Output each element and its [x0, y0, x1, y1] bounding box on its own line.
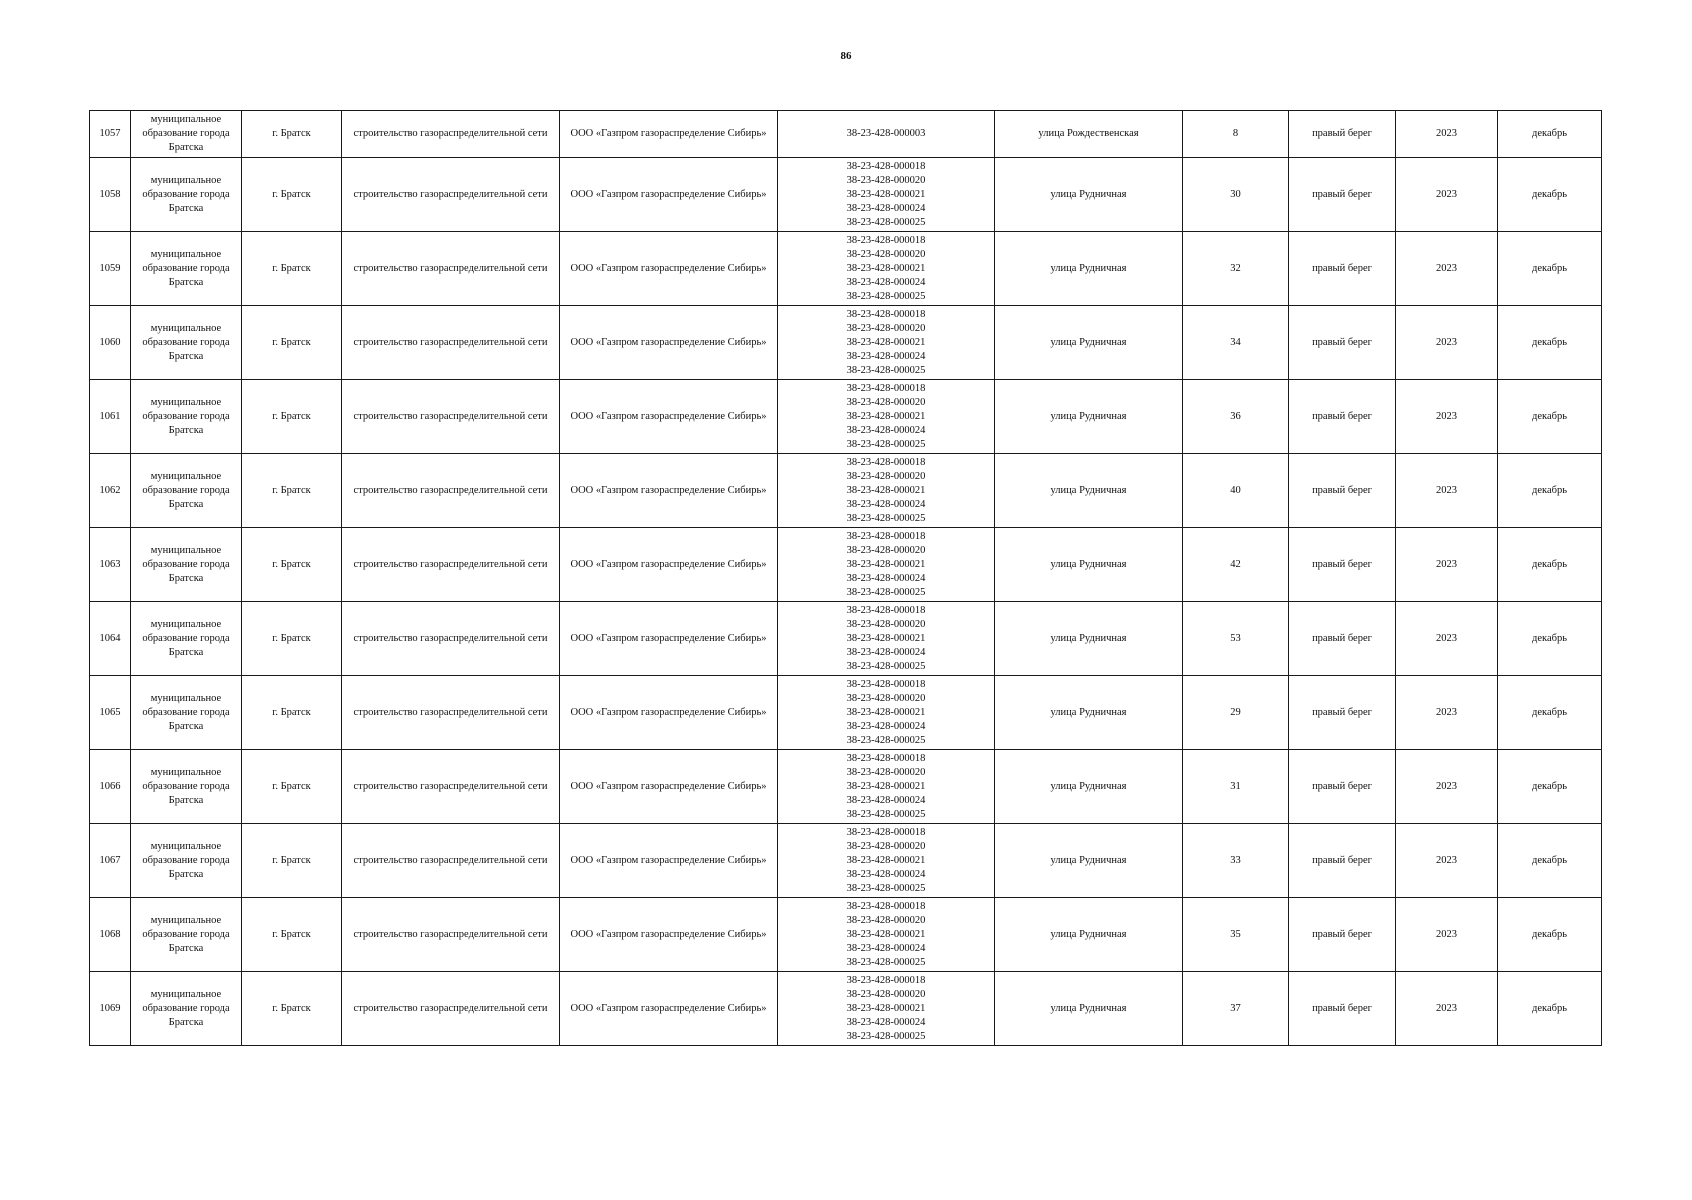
cadastral-number: 38-23-428-000024	[846, 868, 926, 880]
works-type-cell: строительство газораспределительной сети	[342, 824, 560, 898]
cadastral-number: 38-23-428-000024	[846, 202, 926, 214]
cadastral-number: 38-23-428-000021	[846, 928, 926, 940]
settlement-cell: г. Братск	[242, 972, 342, 1046]
registry-table	[89, 110, 1602, 1046]
settlement-cell: г. Братск	[242, 898, 342, 972]
cadastral-number: 38-23-428-000021	[846, 336, 926, 348]
cadastral-number: 38-23-428-000024	[846, 424, 926, 436]
district-cell: правый берег	[1289, 898, 1396, 972]
cadastral-number: 38-23-428-000021	[846, 632, 926, 644]
municipality-cell: муниципальное образование города Братска	[131, 898, 242, 972]
district-cell: правый берег	[1289, 306, 1396, 380]
table-row	[90, 306, 1602, 380]
cadastral-cell	[778, 898, 995, 972]
settlement-cell: г. Братск	[242, 750, 342, 824]
works-type-cell: строительство газораспределительной сети	[342, 158, 560, 232]
operator-cell: ООО «Газпром газораспределение Сибирь»	[560, 750, 778, 824]
cadastral-number: 38-23-428-000024	[846, 646, 926, 658]
cadastral-cell	[778, 306, 995, 380]
operator-cell: ООО «Газпром газораспределение Сибирь»	[560, 972, 778, 1046]
street-cell: улица Рудничная	[995, 158, 1183, 232]
month-cell: декабрь	[1498, 158, 1602, 232]
cadastral-number: 38-23-428-000021	[846, 188, 926, 200]
table-row	[90, 158, 1602, 232]
table-row	[90, 898, 1602, 972]
settlement-cell: г. Братск	[242, 528, 342, 602]
month-cell: декабрь	[1498, 602, 1602, 676]
table-row	[90, 676, 1602, 750]
district-cell: правый берег	[1289, 528, 1396, 602]
year-cell: 2023	[1396, 158, 1498, 232]
house-number-cell: 31	[1183, 750, 1289, 824]
cadastral-number: 38-23-428-000025	[846, 512, 926, 524]
district-cell: правый берег	[1289, 380, 1396, 454]
cadastral-number: 38-23-428-000020	[846, 914, 926, 926]
cadastral-cell	[778, 824, 995, 898]
settlement-cell: г. Братск	[242, 158, 342, 232]
cadastral-number: 38-23-428-000003	[846, 128, 926, 139]
row-number-cell: 1068	[90, 898, 131, 972]
cadastral-number: 38-23-428-000018	[846, 308, 926, 320]
cadastral-number: 38-23-428-000018	[846, 900, 926, 912]
operator-cell: ООО «Газпром газораспределение Сибирь»	[560, 824, 778, 898]
municipality-cell: муниципальное образование города Братска	[131, 824, 242, 898]
cadastral-number: 38-23-428-000020	[846, 544, 926, 556]
district-cell: правый берег	[1289, 158, 1396, 232]
table-row	[90, 972, 1602, 1046]
house-number-cell: 42	[1183, 528, 1289, 602]
house-number-cell: 40	[1183, 454, 1289, 528]
month-cell: декабрь	[1498, 898, 1602, 972]
works-type-cell: строительство газораспределительной сети	[342, 750, 560, 824]
table-row	[90, 232, 1602, 306]
cadastral-cell	[778, 454, 995, 528]
works-type-cell: строительство газораспределительной сети	[342, 528, 560, 602]
month-cell: декабрь	[1498, 111, 1602, 158]
year-cell: 2023	[1396, 380, 1498, 454]
cadastral-number: 38-23-428-000025	[846, 660, 926, 672]
cadastral-number: 38-23-428-000025	[846, 956, 926, 968]
cadastral-number: 38-23-428-000021	[846, 558, 926, 570]
year-cell: 2023	[1396, 111, 1498, 158]
cadastral-cell	[778, 232, 995, 306]
cadastral-number: 38-23-428-000021	[846, 484, 926, 496]
cadastral-number: 38-23-428-000020	[846, 248, 926, 260]
table-row	[90, 824, 1602, 898]
table-row	[90, 602, 1602, 676]
month-cell: декабрь	[1498, 380, 1602, 454]
month-cell: декабрь	[1498, 232, 1602, 306]
district-cell: правый берег	[1289, 824, 1396, 898]
works-type-cell: строительство газораспределительной сети	[342, 111, 560, 158]
row-number-cell: 1064	[90, 602, 131, 676]
cadastral-number: 38-23-428-000024	[846, 720, 926, 732]
settlement-cell: г. Братск	[242, 232, 342, 306]
cadastral-number: 38-23-428-000021	[846, 780, 926, 792]
row-number-cell: 1066	[90, 750, 131, 824]
row-number-cell: 1063	[90, 528, 131, 602]
row-number-cell: 1057	[90, 111, 131, 158]
settlement-cell: г. Братск	[242, 111, 342, 158]
operator-cell: ООО «Газпром газораспределение Сибирь»	[560, 232, 778, 306]
cadastral-number: 38-23-428-000025	[846, 882, 926, 894]
operator-cell: ООО «Газпром газораспределение Сибирь»	[560, 676, 778, 750]
municipality-cell: муниципальное образование города Братска	[131, 676, 242, 750]
cadastral-number: 38-23-428-000018	[846, 604, 926, 616]
row-number-cell: 1067	[90, 824, 131, 898]
month-cell: декабрь	[1498, 824, 1602, 898]
cadastral-cell	[778, 528, 995, 602]
operator-cell: ООО «Газпром газораспределение Сибирь»	[560, 528, 778, 602]
district-cell: правый берег	[1289, 111, 1396, 158]
cadastral-number: 38-23-428-000018	[846, 160, 926, 172]
operator-cell: ООО «Газпром газораспределение Сибирь»	[560, 306, 778, 380]
cadastral-cell	[778, 111, 995, 158]
row-number-cell: 1061	[90, 380, 131, 454]
row-number-cell: 1065	[90, 676, 131, 750]
street-cell: улица Рудничная	[995, 824, 1183, 898]
cadastral-number: 38-23-428-000024	[846, 942, 926, 954]
street-cell: улица Рождественская	[995, 111, 1183, 158]
district-cell: правый берег	[1289, 232, 1396, 306]
cadastral-number: 38-23-428-000020	[846, 322, 926, 334]
cadastral-number: 38-23-428-000024	[846, 572, 926, 584]
cadastral-number: 38-23-428-000020	[846, 470, 926, 482]
house-number-cell: 29	[1183, 676, 1289, 750]
house-number-cell: 33	[1183, 824, 1289, 898]
house-number-cell: 34	[1183, 306, 1289, 380]
municipality-cell: муниципальное образование города Братска	[131, 111, 242, 158]
year-cell: 2023	[1396, 972, 1498, 1046]
street-cell: улица Рудничная	[995, 306, 1183, 380]
cadastral-number: 38-23-428-000024	[846, 498, 926, 510]
works-type-cell: строительство газораспределительной сети	[342, 602, 560, 676]
table-row	[90, 528, 1602, 602]
house-number-cell: 37	[1183, 972, 1289, 1046]
year-cell: 2023	[1396, 824, 1498, 898]
cadastral-number: 38-23-428-000018	[846, 456, 926, 468]
table-row	[90, 750, 1602, 824]
settlement-cell: г. Братск	[242, 380, 342, 454]
row-number-cell: 1062	[90, 454, 131, 528]
works-type-cell: строительство газораспределительной сети	[342, 898, 560, 972]
settlement-cell: г. Братск	[242, 454, 342, 528]
cadastral-number: 38-23-428-000018	[846, 752, 926, 764]
settlement-cell: г. Братск	[242, 824, 342, 898]
house-number-cell: 36	[1183, 380, 1289, 454]
row-number-cell: 1069	[90, 972, 131, 1046]
cadastral-number: 38-23-428-000020	[846, 396, 926, 408]
cadastral-number: 38-23-428-000024	[846, 1016, 926, 1028]
district-cell: правый берег	[1289, 750, 1396, 824]
month-cell: декабрь	[1498, 676, 1602, 750]
year-cell: 2023	[1396, 898, 1498, 972]
row-number-cell: 1059	[90, 232, 131, 306]
cadastral-number: 38-23-428-000025	[846, 216, 926, 228]
table-row	[90, 454, 1602, 528]
cadastral-number: 38-23-428-000025	[846, 734, 926, 746]
cadastral-cell	[778, 380, 995, 454]
house-number-cell: 30	[1183, 158, 1289, 232]
cadastral-number: 38-23-428-000021	[846, 706, 926, 718]
cadastral-number: 38-23-428-000025	[846, 290, 926, 302]
cadastral-number: 38-23-428-000025	[846, 586, 926, 598]
cadastral-number: 38-23-428-000020	[846, 840, 926, 852]
street-cell: улица Рудничная	[995, 454, 1183, 528]
district-cell: правый берег	[1289, 676, 1396, 750]
works-type-cell: строительство газораспределительной сети	[342, 380, 560, 454]
municipality-cell: муниципальное образование города Братска	[131, 306, 242, 380]
street-cell: улица Рудничная	[995, 528, 1183, 602]
cadastral-number: 38-23-428-000021	[846, 262, 926, 274]
street-cell: улица Рудничная	[995, 380, 1183, 454]
works-type-cell: строительство газораспределительной сети	[342, 232, 560, 306]
street-cell: улица Рудничная	[995, 676, 1183, 750]
operator-cell: ООО «Газпром газораспределение Сибирь»	[560, 602, 778, 676]
year-cell: 2023	[1396, 602, 1498, 676]
cadastral-cell	[778, 676, 995, 750]
house-number-cell: 35	[1183, 898, 1289, 972]
municipality-cell: муниципальное образование города Братска	[131, 232, 242, 306]
cadastral-number: 38-23-428-000025	[846, 364, 926, 376]
street-cell: улица Рудничная	[995, 602, 1183, 676]
row-number-cell: 1058	[90, 158, 131, 232]
works-type-cell: строительство газораспределительной сети	[342, 972, 560, 1046]
operator-cell: ООО «Газпром газораспределение Сибирь»	[560, 454, 778, 528]
year-cell: 2023	[1396, 454, 1498, 528]
settlement-cell: г. Братск	[242, 676, 342, 750]
month-cell: декабрь	[1498, 972, 1602, 1046]
year-cell: 2023	[1396, 676, 1498, 750]
cadastral-number: 38-23-428-000020	[846, 174, 926, 186]
district-cell: правый берег	[1289, 972, 1396, 1046]
cadastral-number: 38-23-428-000024	[846, 350, 926, 362]
month-cell: декабрь	[1498, 750, 1602, 824]
table-body	[90, 111, 1602, 1046]
street-cell: улица Рудничная	[995, 232, 1183, 306]
cadastral-number: 38-23-428-000018	[846, 974, 926, 986]
cadastral-number: 38-23-428-000018	[846, 382, 926, 394]
cadastral-number: 38-23-428-000020	[846, 692, 926, 704]
cadastral-number: 38-23-428-000018	[846, 678, 926, 690]
operator-cell: ООО «Газпром газораспределение Сибирь»	[560, 158, 778, 232]
cadastral-number: 38-23-428-000025	[846, 438, 926, 450]
cadastral-cell	[778, 750, 995, 824]
house-number-cell: 8	[1183, 111, 1289, 158]
page-number: 86	[840, 50, 852, 62]
cadastral-number: 38-23-428-000020	[846, 766, 926, 778]
works-type-cell: строительство газораспределительной сети	[342, 676, 560, 750]
works-type-cell: строительство газораспределительной сети	[342, 306, 560, 380]
street-cell: улица Рудничная	[995, 750, 1183, 824]
works-type-cell: строительство газораспределительной сети	[342, 454, 560, 528]
cadastral-number: 38-23-428-000025	[846, 808, 926, 820]
row-number-cell: 1060	[90, 306, 131, 380]
municipality-cell: муниципальное образование города Братска	[131, 380, 242, 454]
house-number-cell: 53	[1183, 602, 1289, 676]
cadastral-number: 38-23-428-000025	[846, 1030, 926, 1042]
settlement-cell: г. Братск	[242, 602, 342, 676]
settlement-cell: г. Братск	[242, 306, 342, 380]
operator-cell: ООО «Газпром газораспределение Сибирь»	[560, 111, 778, 158]
year-cell: 2023	[1396, 528, 1498, 602]
cadastral-cell	[778, 972, 995, 1046]
district-cell: правый берег	[1289, 454, 1396, 528]
cadastral-number: 38-23-428-000018	[846, 530, 926, 542]
house-number-cell: 32	[1183, 232, 1289, 306]
year-cell: 2023	[1396, 232, 1498, 306]
municipality-cell: муниципальное образование города Братска	[131, 158, 242, 232]
municipality-cell: муниципальное образование города Братска	[131, 602, 242, 676]
cadastral-number: 38-23-428-000020	[846, 618, 926, 630]
municipality-cell: муниципальное образование города Братска	[131, 528, 242, 602]
cadastral-number: 38-23-428-000018	[846, 234, 926, 246]
district-cell: правый берег	[1289, 602, 1396, 676]
cadastral-cell	[778, 602, 995, 676]
cadastral-number: 38-23-428-000024	[846, 794, 926, 806]
month-cell: декабрь	[1498, 306, 1602, 380]
month-cell: декабрь	[1498, 528, 1602, 602]
municipality-cell: муниципальное образование города Братска	[131, 750, 242, 824]
cadastral-number: 38-23-428-000021	[846, 1002, 926, 1014]
municipality-cell: муниципальное образование города Братска	[131, 454, 242, 528]
month-cell: декабрь	[1498, 454, 1602, 528]
cadastral-number: 38-23-428-000021	[846, 854, 926, 866]
operator-cell: ООО «Газпром газораспределение Сибирь»	[560, 898, 778, 972]
cadastral-number: 38-23-428-000024	[846, 276, 926, 288]
cadastral-number: 38-23-428-000020	[846, 988, 926, 1000]
table-row	[90, 380, 1602, 454]
street-cell: улица Рудничная	[995, 898, 1183, 972]
cadastral-number: 38-23-428-000021	[846, 410, 926, 422]
cadastral-number: 38-23-428-000018	[846, 826, 926, 838]
table-row	[90, 111, 1602, 158]
street-cell: улица Рудничная	[995, 972, 1183, 1046]
municipality-cell: муниципальное образование города Братска	[131, 972, 242, 1046]
year-cell: 2023	[1396, 306, 1498, 380]
operator-cell: ООО «Газпром газораспределение Сибирь»	[560, 380, 778, 454]
cadastral-cell	[778, 158, 995, 232]
year-cell: 2023	[1396, 750, 1498, 824]
